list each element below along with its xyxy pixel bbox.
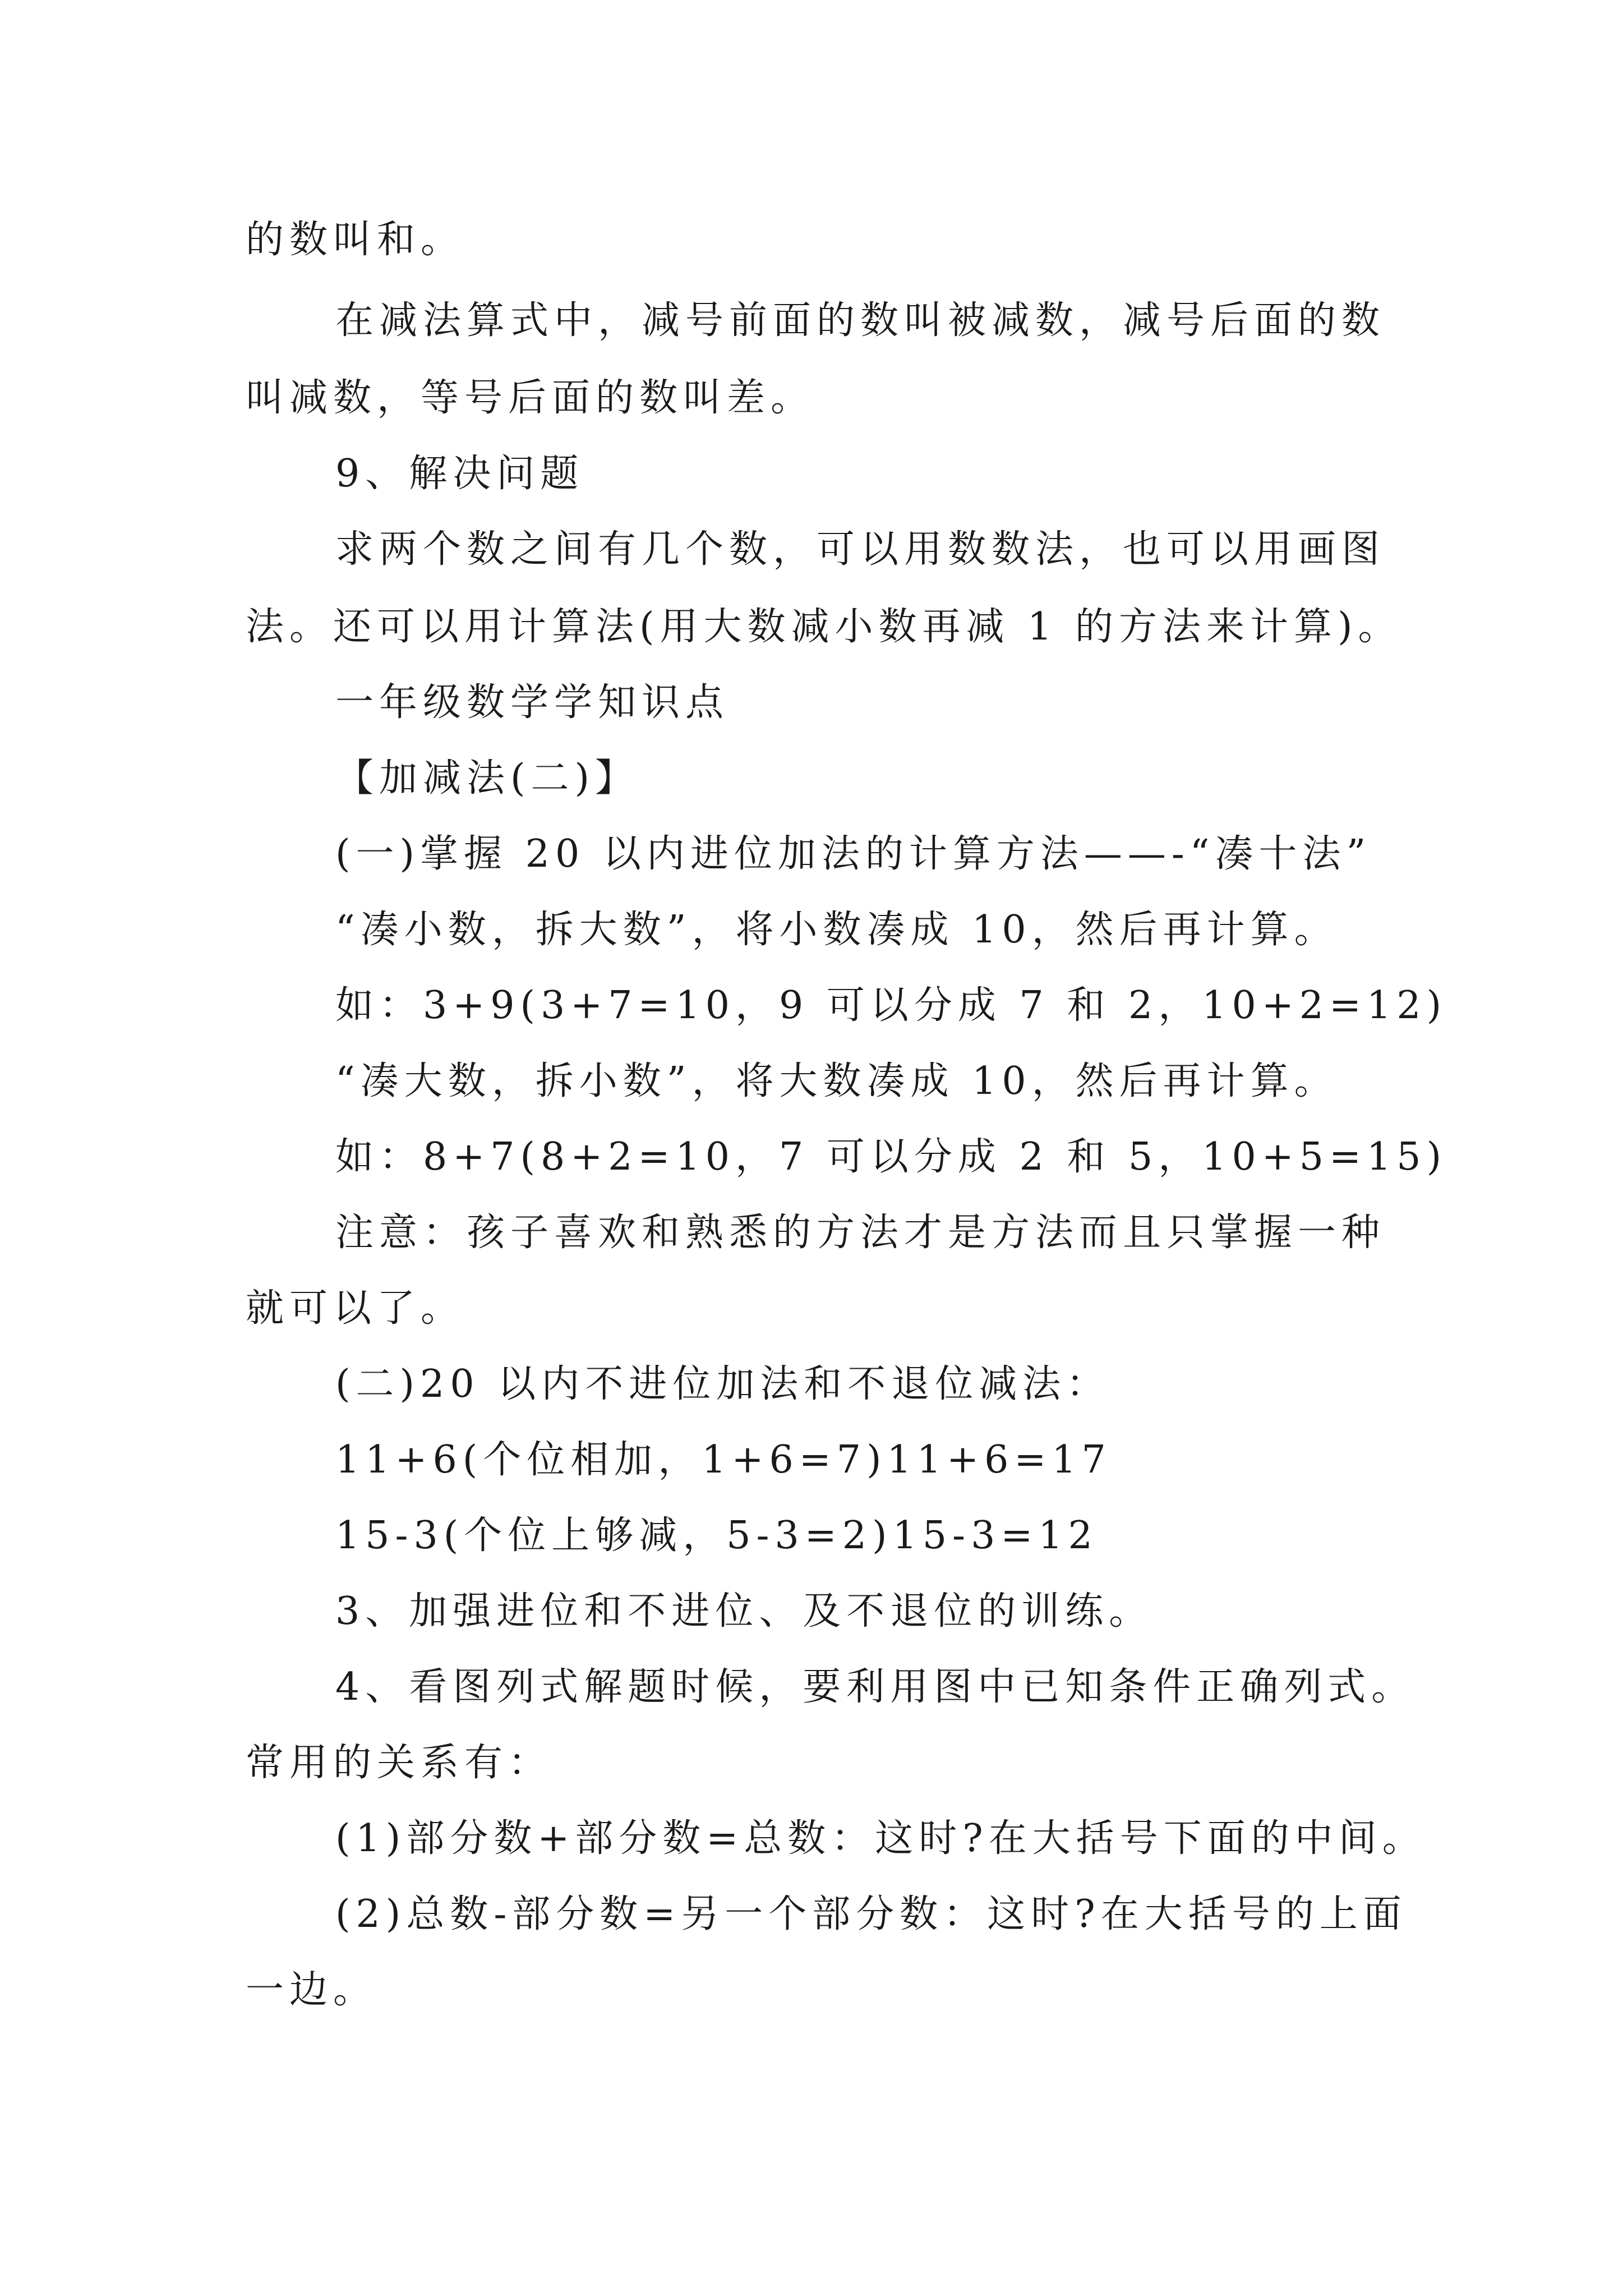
text-line-18: 15-3(个位上够减，5-3=2)15-3=12 (335, 1513, 1098, 1558)
text-line-24: 一边。 (246, 1968, 377, 2012)
text-line-16: (二)20 以内不进位加法和不退位减法： (335, 1362, 1110, 1406)
text-line-20: 4、看图列式解题时候，要利用图中已知条件正确列式。 (335, 1665, 1415, 1709)
text-line-6: 法。还可以用计算法(用大数减小数再减 1 的方法来计算)。 (246, 605, 1402, 649)
subtitle: 一年级数学学知识点 (335, 680, 730, 725)
text-line-3: 叫减数，等号后面的数叫差。 (246, 376, 815, 420)
text-line-15: 就可以了。 (246, 1286, 465, 1331)
text-line-2: 在减法算式中，减号前面的数叫被减数，减号后面的数 (335, 298, 1386, 343)
text-line-12: “凑大数，拆小数”，将大数凑成 10，然后再计算。 (335, 1059, 1338, 1103)
text-line-9: (一)掌握 20 以内进位加法的计算方法——-“凑十法” (335, 832, 1372, 876)
section-title-bracket: 【加减法(二)】 (335, 756, 639, 800)
text-line-19: 3、加强进位和不进位、及不退位的训练。 (335, 1589, 1153, 1634)
text-line-11: 如：3+9(3+7=10，9 可以分成 7 和 2，10+2=12) (335, 983, 1447, 1028)
text-line-14: 注意：孩子喜欢和熟悉的方法才是方法而且只掌握一种 (335, 1211, 1386, 1255)
text-line-13: 如：8+7(8+2=10，7 可以分成 2 和 5，10+5=15) (335, 1135, 1447, 1179)
text-line-22: (1)部分数+部分数=总数：这时?在大括号下面的中间。 (335, 1816, 1426, 1861)
text-line-23: (2)总数-部分数=另一个部分数：这时?在大括号的上面 (335, 1892, 1407, 1936)
text-line-21: 常用的关系有： (246, 1741, 552, 1785)
text-line-17: 11+6(个位相加，1+6=7)11+6=17 (335, 1438, 1112, 1482)
text-line-10: “凑小数，拆大数”，将小数凑成 10，然后再计算。 (335, 908, 1338, 952)
text-line-1: 的数叫和。 (246, 218, 465, 262)
text-line-5: 求两个数之间有几个数，可以用数数法，也可以用画图 (335, 527, 1386, 572)
section-heading-9: 9、解决问题 (335, 452, 584, 496)
